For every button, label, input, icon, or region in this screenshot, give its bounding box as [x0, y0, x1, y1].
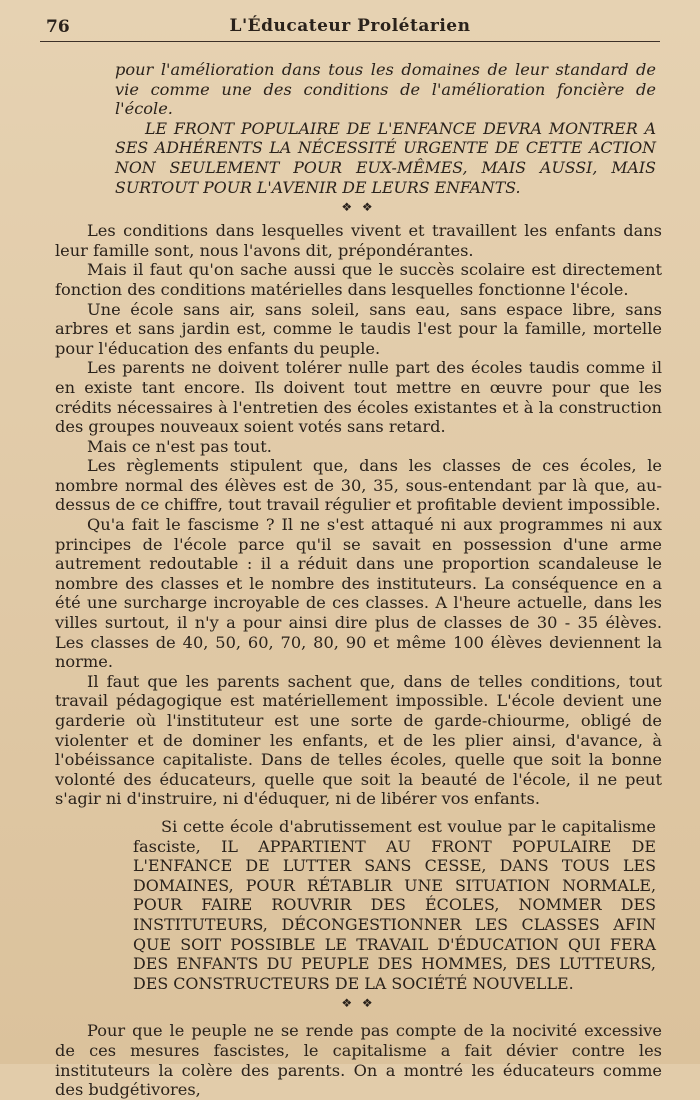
- paragraph: Les conditions dans lesquelles vivent et travaillent les enfants dans leur famille sont, nous l'avons dit, prépondérantes.: [55, 221, 662, 260]
- page-number: 76: [46, 17, 70, 37]
- main-text: [55, 221, 662, 809]
- paragraph: Mais il faut qu'on sache aussi que le succès scolaire est directement fonction des conditions matérielles dans lesquelles fonctionne l'école.: [55, 260, 662, 299]
- intro-caps-text: LE FRONT POPULAIRE DE L'ENFANCE DEVRA MONTRER A SES ADHÉRENTS LA NÉCESSITÉ URGENTE DE CETTE ACTION NON SEULEMENT POUR EUX-MÊMES, MAIS AUSSI, MAIS SURTOUT POUR L'AVENIR DE LEURS ENFANTS.: [115, 118, 656, 197]
- intro-block: [55, 60, 662, 197]
- callout-lead: Si cette école d'abrutissement est voulue par le capitalisme fasciste,: [133, 816, 656, 856]
- paragraph: Qu'a fait le fascisme ? Il ne s'est attaqué ni aux programmes ni aux principes de l'école parce qu'il se savait en possession d'une arme autrement redoutable : il a réduit dans une proportion scandaleuse le nombre des classes et le nombre des instituteurs. La conséquence en a été une surcharge incroyable de ces classes. A l'heure actuelle, dans les villes surtout, il n'y a pour ainsi dire plus de classes de 30 - 35 élèves. Les classes de 40, 50, 60, 70, 80, 90 et même 100 élèves deviennent la norme.: [55, 515, 662, 672]
- callout-paragraph: [133, 817, 656, 993]
- paragraph: Les règlements stipulent que, dans les classes de ces écoles, le nombre normal des élèves est de 30, 35, sous-entendant par là que, au-dessus de ce chiffre, tout travail régulier et profitable devient impossible.: [55, 456, 662, 515]
- callout-block: [55, 817, 662, 993]
- paragraph: Mais ce n'est pas tout.: [87, 436, 272, 456]
- final-paragraph: Pour que le peuple ne se rende pas compte de la nocivité excessive de ces mesures fascistes, le capitalisme a fait dévier contre les instituteurs la colère des parents. On a montré les éducateurs comme des budgétivores,: [55, 1021, 662, 1100]
- page-header: [40, 15, 660, 42]
- page-body: [55, 60, 662, 1100]
- section-ornament-2: ❖ ❖: [341, 996, 376, 1011]
- final-text: [55, 1021, 662, 1099]
- intro-italic-text: pour l'amélioration dans tous les domaines de leur standard de vie comme une des conditions de l'amélioration foncière de l'école.: [115, 60, 656, 119]
- paragraph: Il faut que les parents sachent que, dans de telles conditions, tout travail pédagogique est matériellement impossible. L'école devient une garderie où l'instituteur est une sorte de garde-chiourme, obligé de violenter et de dominer les enfants, et de les plier ainsi, d'avance, à l'obéissance capitaliste. Dans de telles écoles, quelle que soit la bonne volonté des éducateurs, quelle que soit la beauté de l'école, il ne peut s'agir ni d'instruire, ni d'éduquer, ni de libérer vos enfants.: [55, 671, 662, 809]
- running-title: L'Éducateur Prolétarien: [229, 16, 471, 36]
- section-ornament: ❖ ❖: [341, 200, 376, 215]
- callout-caps: IL APPARTIENT AU FRONT POPULAIRE DE L'ENFANCE DE LUTTER SANS CESSE, DANS TOUS LES DOMAINES, POUR RÉTABLIR UNE SITUATION NORMALE, POUR FAIRE ROUVRIR DES ÉCOLES, NOMMER DES INSTITUTEURS, DÉCONGESTIONNER LES CLASSES AFIN QUE SOIT POSSIBLE LE TRAVAIL D'ÉDUCATION QUI FERA DES ENFANTS DU PEUPLE DES HOMMES, DES LUTTEURS, DES CONSTRUCTEURS DE LA SOCIÉTÉ NOUVELLE.: [133, 836, 656, 993]
- paragraph: Une école sans air, sans soleil, sans eau, sans espace libre, sans arbres et sans jardin est, comme le taudis l'est pour la famille, mortelle pour l'éducation des enfants du peuple.: [55, 299, 662, 358]
- paragraph: Les parents ne doivent tolérer nulle part des écoles taudis comme il en existe tant encore. Ils doivent tout mettre en œuvre pour que les crédits nécessaires à l'entretien des écoles existantes et à la construction des groupes nouveaux soient votés sans retard.: [55, 358, 662, 437]
